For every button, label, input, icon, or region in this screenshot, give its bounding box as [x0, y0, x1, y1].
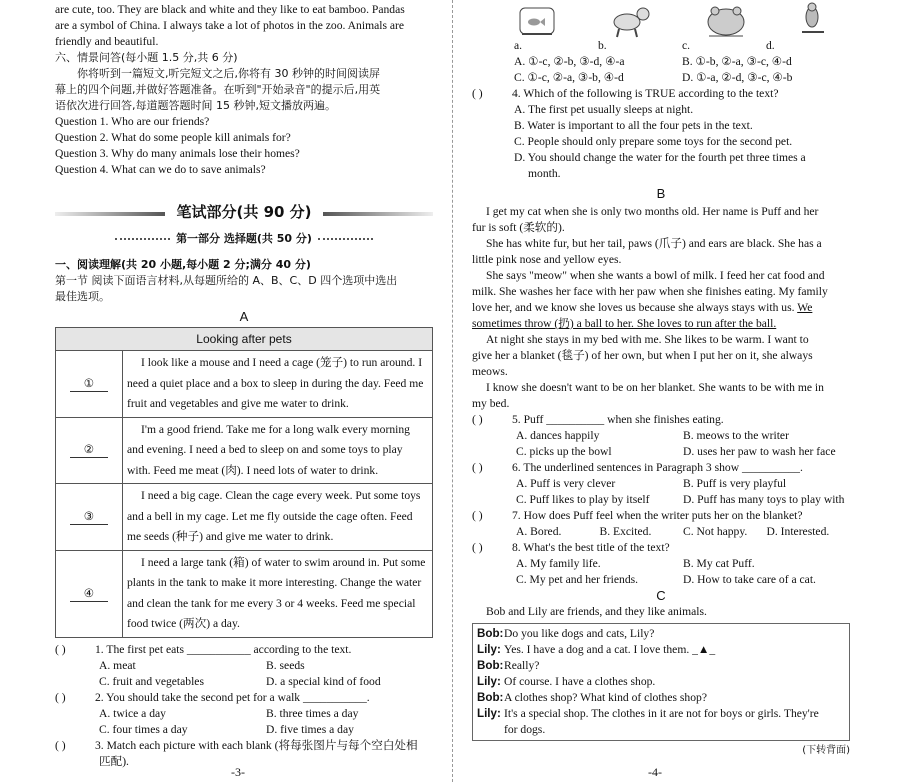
page-number: -3-	[231, 765, 245, 779]
underlined-text: sometimes throw (扔) a ball to her. She loves to run after the ball.	[472, 317, 777, 330]
question-8	[472, 540, 850, 588]
question-item: Question 3. Why do many animals lose their homes?	[55, 147, 300, 160]
blank-cell	[56, 417, 123, 484]
question-5	[472, 412, 850, 460]
question-item: Question 2. What do some people kill animals for?	[55, 131, 291, 144]
dots-left	[115, 238, 170, 240]
text-line: are a symbol of China. I always take a lot of photos in the zoo. Animals are	[55, 19, 405, 32]
option: B. Excited.	[599, 525, 652, 538]
option-cont: month.	[528, 167, 561, 180]
question-6	[472, 460, 850, 508]
instruction-line: 第一节 阅读下面语言材料,从每题所给的 A、B、C、D 四个选项中选出	[55, 274, 398, 287]
options	[55, 706, 433, 738]
question-item: Question 4. What can we do to save animals?	[55, 163, 266, 176]
instruction-line: 幕上的四个问题,并做好答题准备。在听到"开始录音"的提示后,用英	[55, 83, 381, 96]
option: B. seeds	[266, 658, 305, 672]
table-row	[56, 550, 433, 637]
question-stem: 8. What's the best title of the text?	[512, 541, 670, 554]
options	[472, 428, 850, 460]
picture-labels	[472, 38, 850, 54]
answer-blank: ③	[70, 510, 108, 525]
fish-tank-icon	[514, 2, 560, 38]
option: A. My family life.	[516, 557, 601, 570]
blank-cell	[56, 484, 123, 551]
question-4	[472, 86, 850, 182]
intro-passage	[55, 2, 433, 50]
dots-right	[318, 238, 373, 240]
blank-cell	[56, 550, 123, 637]
dialog-text: A clothes shop? What kind of clothes shop?	[504, 691, 707, 704]
dialog-line	[477, 690, 845, 706]
question-stem-cont: 匹配).	[99, 754, 129, 768]
answer-paren[interactable]: ( )	[55, 738, 66, 752]
underlined-text: We	[797, 301, 813, 314]
pet-description: I need a big cage. Clean the cage every week. Put some toys and a bell in my cage. Let me fly outside the cage often. Feed me seeds (种子) and give me water to drink.	[123, 484, 433, 551]
dialog-line	[477, 658, 845, 674]
answer-blank: ②	[70, 443, 108, 458]
question-stem: 4. Which of the following is TRUE according to the text?	[512, 87, 779, 100]
option: C. Not happy.	[683, 525, 748, 538]
question-stem: 5. Puff __________ when she finishes eating.	[512, 413, 724, 426]
reading-heading: 一、阅读理解(共 20 小题,每小题 2 分;满分 40 分)	[55, 258, 311, 271]
part1-title-text: 第一部分 选择题(共 50 分)	[176, 232, 312, 245]
table-header-row	[56, 328, 433, 351]
option: D. uses her paw to wash her face	[683, 445, 836, 458]
dialog-text: It's a special shop. The clothes in it are not for boys or girls. They're	[504, 707, 819, 720]
written-section-title	[55, 204, 433, 220]
option: D. Interested.	[766, 525, 830, 538]
text-line: my bed.	[472, 397, 510, 410]
option: D. Puff has many toys to play with	[683, 493, 845, 506]
picture-label: a.	[514, 39, 523, 52]
option: C. picks up the bowl	[516, 445, 612, 458]
text-line: At night she stays in my bed with me. She likes to be warm. I want to	[486, 333, 809, 346]
text-line: I get my cat when she is only two months old. Her name is Puff and her	[486, 205, 819, 218]
text-line: I know she doesn't want to be on her blanket. She wants to be with me in	[486, 381, 824, 394]
option: B. meows to the writer	[683, 429, 789, 442]
dialog-text: Really?	[504, 659, 540, 672]
speaker: Bob:	[477, 691, 504, 704]
dialog-text: Do you like dogs and cats, Lily?	[504, 627, 655, 640]
parrot-icon	[798, 2, 828, 38]
hamster-icon	[699, 2, 753, 38]
text-line: meows.	[472, 365, 508, 378]
blank-cell	[56, 351, 123, 418]
part1-title	[55, 230, 433, 247]
option: C. ①-c, ②-a, ③-b, ④-d	[514, 71, 624, 84]
question-stem: 1. The first pet eats ___________ according to the text.	[95, 642, 352, 656]
dialog-line	[477, 626, 845, 642]
option: A. twice a day	[99, 706, 166, 720]
option: D. five times a day	[266, 722, 354, 736]
instruction-line: 最佳选项。	[55, 290, 110, 303]
table-row	[56, 484, 433, 551]
part6-instructions	[55, 66, 433, 114]
table-header: Looking after pets	[56, 328, 433, 351]
text-line: give her a blanket (毯子) of her own, but when I put her on it, she always	[472, 349, 813, 362]
dialog-text: Of course. I have a clothes shop.	[504, 675, 656, 688]
pet-description: I look like a mouse and I need a cage (笼子) to run around. I need a quiet place and a box to sleep in during the day. Feed me fruit and vegetables and give me water to drink.	[123, 351, 433, 418]
dialog-text: Yes. I have a dog and a cat. I love them. _▲_	[504, 643, 716, 656]
picture-label: d.	[766, 39, 775, 52]
answer-paren[interactable]: ( )	[472, 509, 483, 522]
answer-blank: ①	[70, 377, 108, 392]
instruction-line: 语依次进行回答,每道题答题时间 15 秒钟,短文播放两遍。	[55, 99, 336, 112]
option: A. dances happily	[516, 429, 600, 442]
options	[472, 102, 850, 182]
passage-c-intro: Bob and Lily are friends, and they like animals.	[486, 605, 707, 618]
question-stem: 7. How does Puff feel when the writer puts her on the blanket?	[512, 509, 803, 522]
answer-blank: ④	[70, 587, 108, 602]
question-stem: 6. The underlined sentences in Paragraph 3 show __________.	[512, 461, 803, 474]
option: A. ①-c, ②-b, ③-d, ④-a	[514, 55, 625, 68]
text-line: friendly and beautiful.	[55, 35, 159, 48]
left-page	[55, 0, 433, 782]
dialog-line	[477, 674, 845, 690]
options	[55, 658, 433, 690]
answer-paren[interactable]: ( )	[472, 87, 483, 100]
passage-a-letter: A	[239, 309, 249, 324]
text-line: little pink nose and yellow eyes.	[472, 253, 622, 266]
answer-paren[interactable]: ( )	[55, 690, 66, 704]
title-bar-left	[55, 212, 165, 216]
option: C. Puff likes to play by itself	[516, 493, 650, 506]
picture-row	[472, 0, 850, 38]
option: B. three times a day	[266, 706, 359, 720]
dialog-line	[477, 706, 845, 722]
option: D. How to take care of a cat.	[683, 573, 816, 586]
written-title-text: 笔试部分(共 90 分)	[176, 203, 312, 221]
title-bar-right	[323, 212, 433, 216]
section1-instructions	[55, 273, 433, 305]
speaker: Lily:	[477, 675, 501, 688]
answer-paren[interactable]: ( )	[55, 642, 66, 656]
text-line: milk. She washes her face with her paw when she finishes eating. My family	[472, 285, 828, 298]
speaker-spacer	[477, 722, 504, 738]
option: B. My cat Puff.	[683, 557, 755, 570]
passage-b-letter: B	[656, 186, 666, 201]
option: C. People should only prepare some toys for the second pet.	[514, 135, 793, 148]
option: C. My pet and her friends.	[516, 573, 639, 586]
page-fold-line	[452, 0, 453, 782]
question-2	[55, 690, 433, 738]
q3-options	[472, 54, 850, 86]
options	[472, 524, 850, 540]
page-number: -4-	[648, 765, 662, 779]
dialog-box	[472, 623, 850, 741]
question-1	[55, 642, 433, 690]
option: B. Water is important to all the four pets in the text.	[514, 119, 753, 132]
passage-c-letter: C	[656, 588, 666, 603]
table-row	[56, 351, 433, 418]
question-stem: 2. You should take the second pet for a walk ___________.	[95, 690, 370, 704]
speaker: Lily:	[477, 643, 501, 656]
options	[472, 556, 850, 588]
options	[472, 476, 850, 508]
answer-paren[interactable]: ( )	[472, 541, 483, 554]
part6-heading: 六、情景问答(每小题 1.5 分,共 6 分)	[55, 51, 238, 64]
speaker: Lily:	[477, 707, 501, 720]
right-page	[472, 0, 850, 782]
option: A. Puff is very clever	[516, 477, 616, 490]
listening-questions	[55, 114, 433, 178]
option: B. ①-b, ②-a, ③-c, ④-d	[682, 55, 792, 68]
option: A. Bored.	[516, 525, 562, 538]
text-line: love her, and we know she loves us because she always stays with us.	[472, 301, 795, 314]
picture-label: c.	[682, 39, 691, 52]
speaker: Bob:	[477, 627, 504, 640]
option: D. a special kind of food	[266, 674, 381, 688]
dialog-text: for dogs.	[504, 723, 546, 736]
speaker: Bob:	[477, 659, 504, 672]
dialog-line	[477, 642, 845, 658]
option: C. four times a day	[99, 722, 188, 736]
text-line: fur is soft (柔软的).	[472, 221, 565, 234]
pet-description: I'm a good friend. Take me for a long walk every morning and evening. I need a bed to sleep on and some toys to play with. Feed me meat (肉). I need lots of water to drink.	[123, 417, 433, 484]
dog-icon	[605, 2, 655, 38]
option: D. You should change the water for the fourth pet three times a	[514, 151, 806, 164]
text-line: She says "meow" when she wants a bowl of milk. I feed her cat food and	[486, 269, 825, 282]
question-item: Question 1. Who are our friends?	[55, 115, 210, 128]
pets-table	[55, 327, 433, 638]
instruction-line: 你将听到一篇短文,听完短文之后,你将有 30 秒钟的时间阅读屏	[77, 67, 380, 80]
option: B. Puff is very playful	[683, 477, 787, 490]
option: A. The first pet usually sleeps at night.	[514, 103, 694, 116]
text-line: are cute, too. They are black and white and they like to eat bamboo. Pandas	[55, 3, 405, 16]
question-7	[472, 508, 850, 540]
answer-paren[interactable]: ( )	[472, 461, 483, 474]
pet-description: I need a large tank (箱) of water to swim around in. Put some plants in the tank to make it more interesting. Change the water and clean the tank for me every 3 or 4 weeks. Feed me special food twice (两次) a day.	[123, 550, 433, 637]
table-row	[56, 417, 433, 484]
option: D. ①-a, ②-d, ③-c, ④-b	[682, 71, 793, 84]
dialog-line	[477, 722, 845, 738]
turn-over-note: (下转背面)	[802, 745, 850, 756]
answer-paren[interactable]: ( )	[472, 413, 483, 426]
text-line: She has white fur, but her tail, paws (爪子) and ears are black. She has a	[486, 237, 822, 250]
question-stem: 3. Match each picture with each blank (将每张图片与每个空白处相	[95, 738, 418, 752]
option: C. fruit and vegetables	[99, 674, 204, 688]
picture-label: b.	[598, 39, 607, 52]
passage-b	[472, 204, 850, 412]
option: A. meat	[99, 658, 136, 672]
